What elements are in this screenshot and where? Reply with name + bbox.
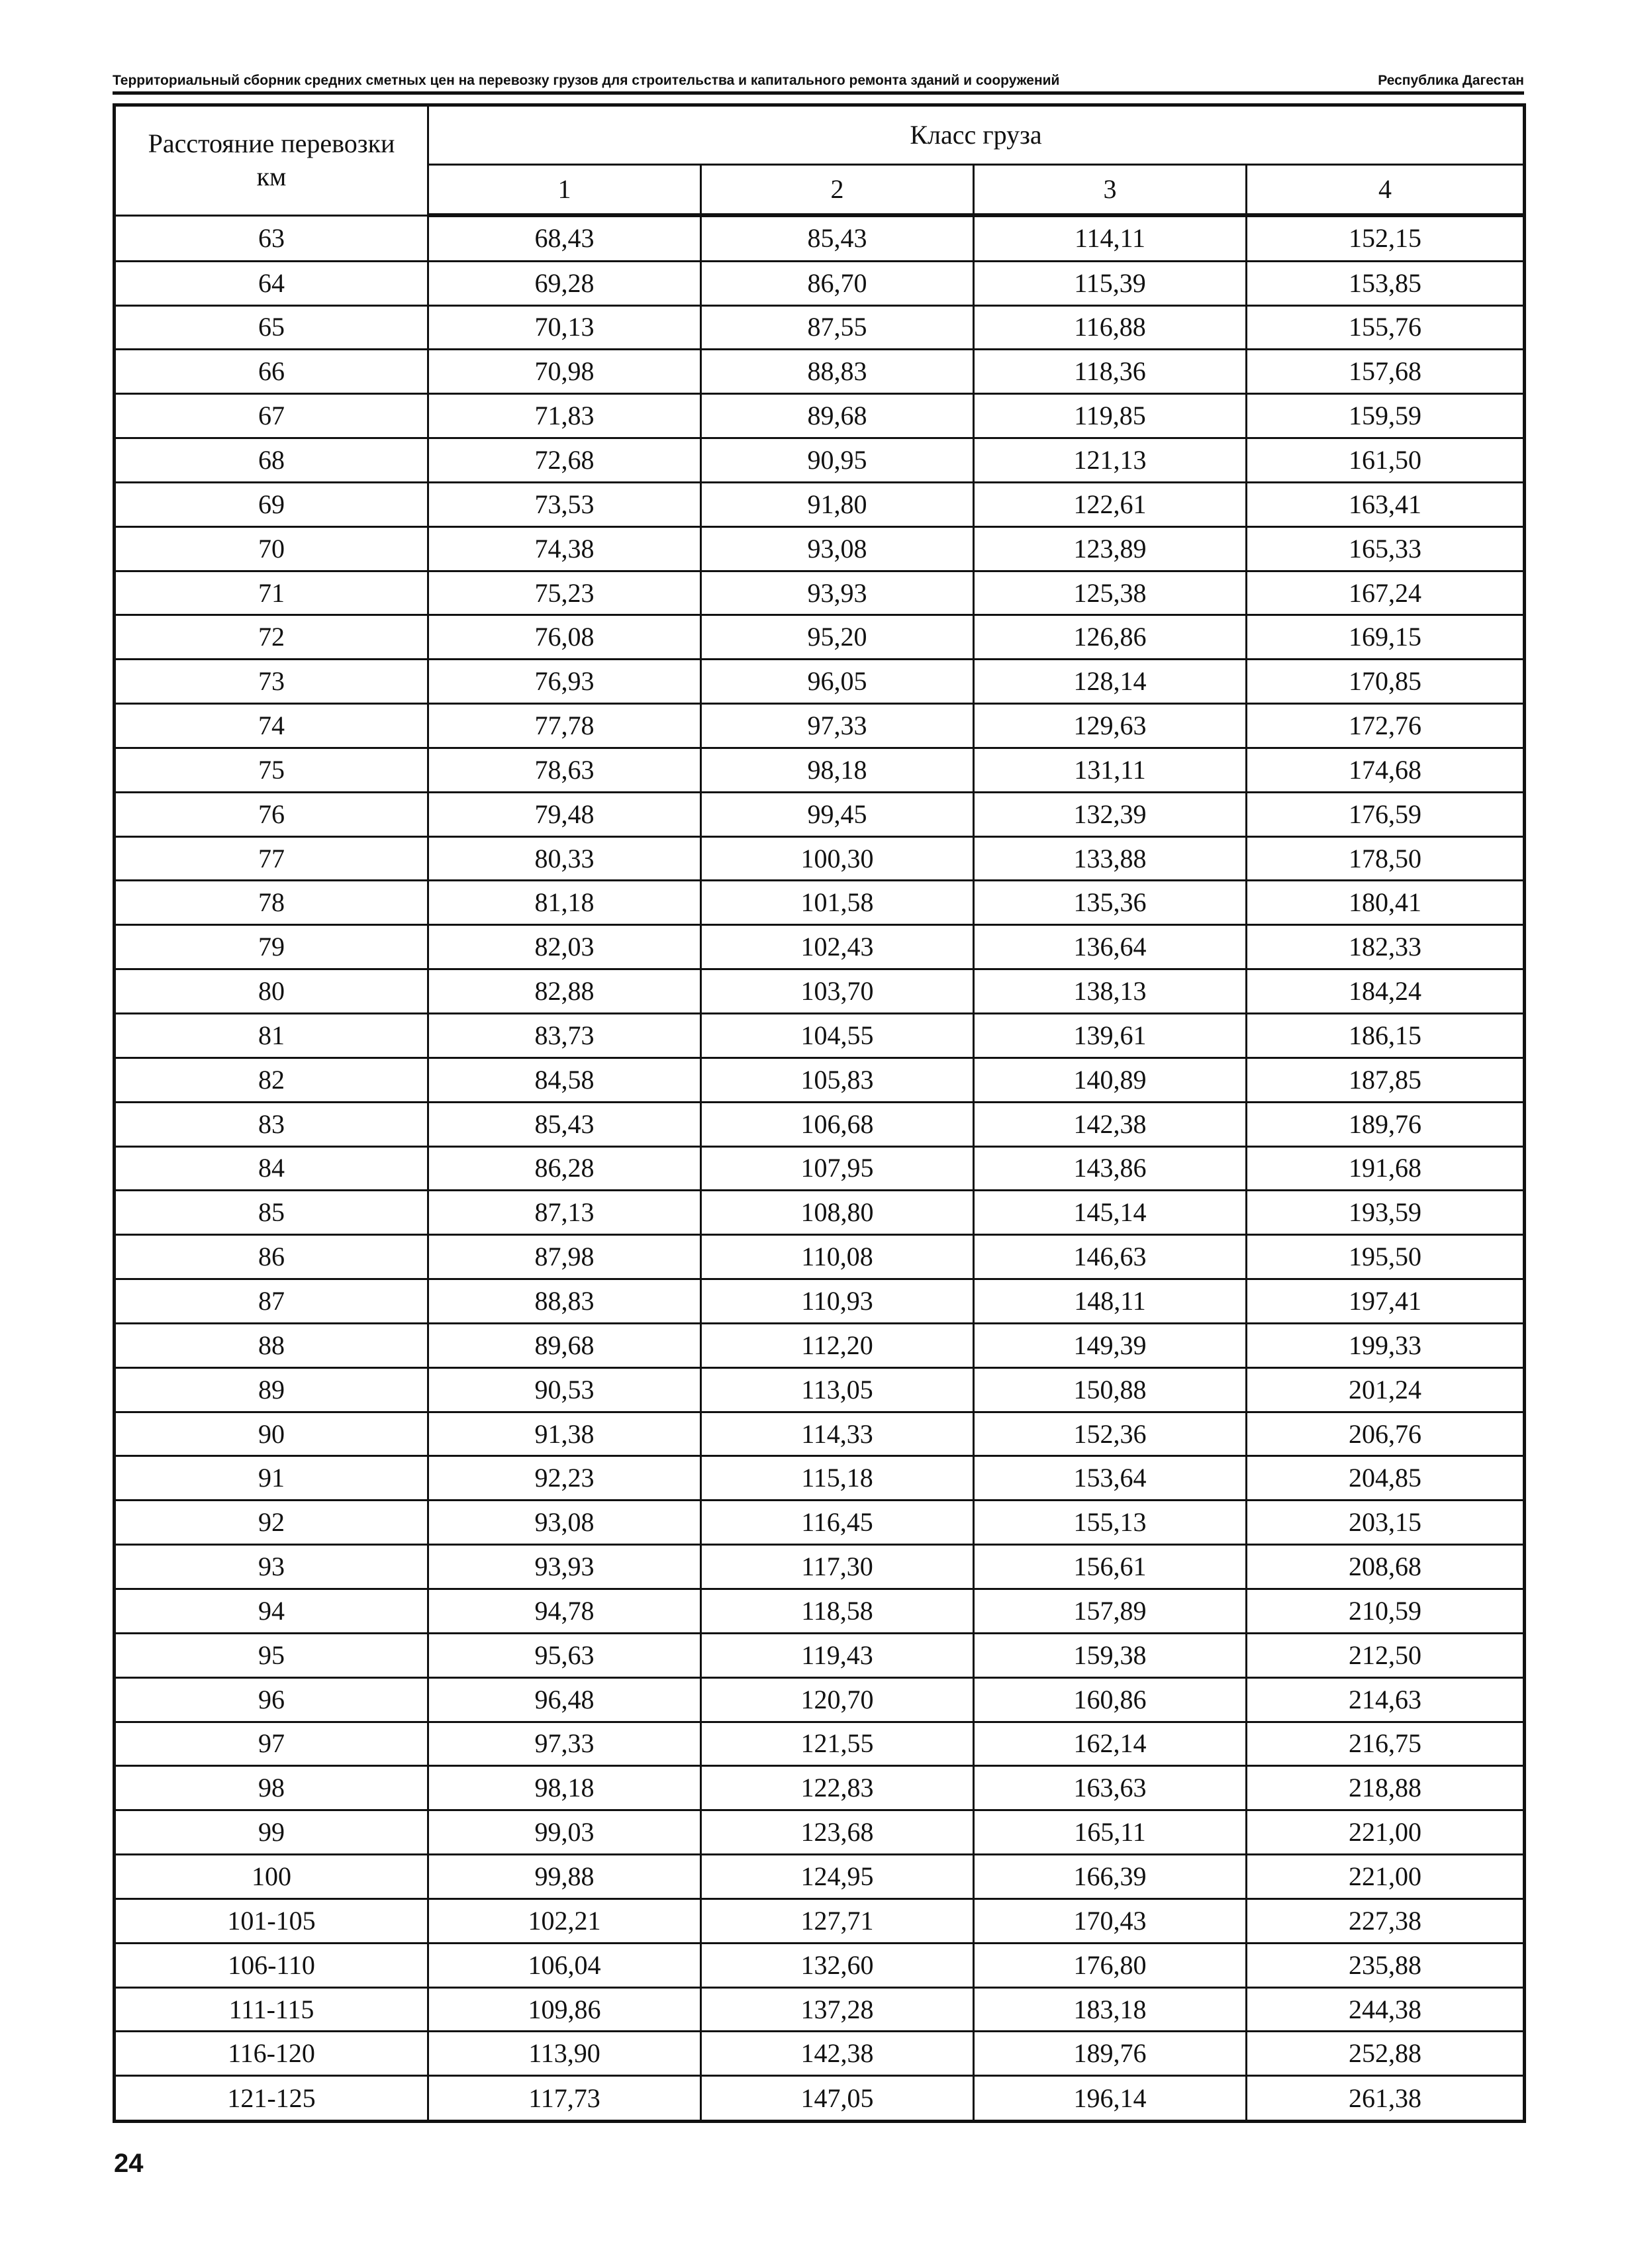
- rate-cell: 115,39: [974, 261, 1247, 305]
- rate-cell: 113,90: [428, 2032, 701, 2076]
- rate-cell: 261,38: [1247, 2076, 1525, 2122]
- table-row: [115, 261, 1525, 305]
- rate-cell: 191,68: [1247, 1146, 1525, 1191]
- class-column-header: 2: [701, 165, 974, 216]
- rate-cell: 142,38: [974, 1102, 1247, 1146]
- rate-cell: 227,38: [1247, 1898, 1525, 1943]
- rate-cell: 121,13: [974, 438, 1247, 483]
- rate-cell: 115,18: [701, 1456, 974, 1501]
- rate-cell: 70,13: [428, 305, 701, 350]
- distance-cell: 91: [115, 1456, 428, 1501]
- rate-cell: 124,95: [701, 1855, 974, 1899]
- rate-cell: 116,45: [701, 1501, 974, 1545]
- table-row: [115, 1323, 1525, 1367]
- distance-cell: 99: [115, 1810, 428, 1855]
- rate-cell: 142,38: [701, 2032, 974, 2076]
- rate-cell: 210,59: [1247, 1589, 1525, 1633]
- distance-cell: 95: [115, 1633, 428, 1677]
- distance-cell: 67: [115, 394, 428, 438]
- rate-cell: 135,36: [974, 881, 1247, 925]
- distance-cell: 98: [115, 1766, 428, 1810]
- rate-cell: 90,95: [701, 438, 974, 483]
- distance-cell: 90: [115, 1412, 428, 1456]
- table-row: [115, 660, 1525, 704]
- table-row: [115, 571, 1525, 615]
- table-row: [115, 1943, 1525, 1987]
- rate-cell: 97,33: [701, 704, 974, 748]
- distance-cell: 74: [115, 704, 428, 748]
- rate-cell: 87,98: [428, 1235, 701, 1279]
- rate-cell: 85,43: [428, 1102, 701, 1146]
- rate-cell: 163,63: [974, 1766, 1247, 1810]
- distance-cell: 96: [115, 1677, 428, 1722]
- distance-cell: 87: [115, 1279, 428, 1324]
- rate-cell: 99,45: [701, 792, 974, 836]
- rate-cell: 70,98: [428, 350, 701, 394]
- rate-cell: 76,08: [428, 615, 701, 660]
- rate-cell: 74,38: [428, 526, 701, 571]
- rate-cell: 85,43: [701, 215, 974, 261]
- distance-cell: 68: [115, 438, 428, 483]
- rate-cell: 204,85: [1247, 1456, 1525, 1501]
- distance-unit-label: км: [256, 162, 287, 192]
- rate-cell: 160,86: [974, 1677, 1247, 1722]
- rate-cell: 94,78: [428, 1589, 701, 1633]
- rate-cell: 212,50: [1247, 1633, 1525, 1677]
- distance-cell: 80: [115, 969, 428, 1014]
- rate-cell: 184,24: [1247, 969, 1525, 1014]
- distance-cell: 76: [115, 792, 428, 836]
- rate-cell: 96,48: [428, 1677, 701, 1722]
- class-column-header: 4: [1247, 165, 1525, 216]
- rate-cell: 89,68: [701, 394, 974, 438]
- page-number: 24: [114, 2149, 144, 2178]
- rate-cell: 147,05: [701, 2076, 974, 2122]
- distance-cell: 111-115: [115, 1987, 428, 2032]
- rate-cell: 152,36: [974, 1412, 1247, 1456]
- rate-cell: 125,38: [974, 571, 1247, 615]
- rate-cell: 76,93: [428, 660, 701, 704]
- rate-cell: 176,80: [974, 1943, 1247, 1987]
- distance-cell: 106-110: [115, 1943, 428, 1987]
- table-row: [115, 1855, 1525, 1899]
- rate-cell: 86,70: [701, 261, 974, 305]
- rate-cell: 98,18: [701, 748, 974, 792]
- distance-cell: 70: [115, 526, 428, 571]
- rate-cell: 132,60: [701, 1943, 974, 1987]
- rate-cell: 174,68: [1247, 748, 1525, 792]
- rate-cell: 182,33: [1247, 925, 1525, 969]
- rate-cell: 155,13: [974, 1501, 1247, 1545]
- distance-cell: 85: [115, 1191, 428, 1235]
- rate-cell: 78,63: [428, 748, 701, 792]
- distance-cell: 64: [115, 261, 428, 305]
- distance-cell: 92: [115, 1501, 428, 1545]
- distance-cell: 66: [115, 350, 428, 394]
- distance-column-header: [115, 105, 428, 216]
- rate-cell: 107,95: [701, 1146, 974, 1191]
- rate-cell: 187,85: [1247, 1058, 1525, 1102]
- rate-cell: 89,68: [428, 1323, 701, 1367]
- rate-cell: 73,53: [428, 482, 701, 526]
- header-rule: [113, 91, 1524, 95]
- distance-cell: 84: [115, 1146, 428, 1191]
- rate-cell: 193,59: [1247, 1191, 1525, 1235]
- rate-cell: 197,41: [1247, 1279, 1525, 1324]
- rate-cell: 82,88: [428, 969, 701, 1014]
- table-row: [115, 1146, 1525, 1191]
- rate-cell: 145,14: [974, 1191, 1247, 1235]
- rate-cell: 114,33: [701, 1412, 974, 1456]
- rate-cell: 148,11: [974, 1279, 1247, 1324]
- rate-cell: 153,85: [1247, 261, 1525, 305]
- rate-cell: 221,00: [1247, 1810, 1525, 1855]
- table-row: [115, 394, 1525, 438]
- rate-cell: 122,83: [701, 1766, 974, 1810]
- rate-cell: 93,08: [701, 526, 974, 571]
- distance-cell: 71: [115, 571, 428, 615]
- rate-cell: 172,76: [1247, 704, 1525, 748]
- rate-cell: 103,70: [701, 969, 974, 1014]
- rate-cell: 221,00: [1247, 1855, 1525, 1899]
- rate-cell: 167,24: [1247, 571, 1525, 615]
- rate-cell: 69,28: [428, 261, 701, 305]
- rate-cell: 169,15: [1247, 615, 1525, 660]
- rate-cell: 109,86: [428, 1987, 701, 2032]
- rate-cell: 88,83: [701, 350, 974, 394]
- table-row: [115, 748, 1525, 792]
- distance-cell: 93: [115, 1545, 428, 1589]
- rate-cell: 84,58: [428, 1058, 701, 1102]
- table-row: [115, 1987, 1525, 2032]
- table-row: [115, 792, 1525, 836]
- table-row: [115, 1633, 1525, 1677]
- rate-cell: 162,14: [974, 1722, 1247, 1766]
- rate-cell: 81,18: [428, 881, 701, 925]
- distance-header-label: Расстояние перевозки: [148, 128, 395, 159]
- rate-cell: 99,88: [428, 1855, 701, 1899]
- rate-cell: 170,85: [1247, 660, 1525, 704]
- rate-cell: 117,30: [701, 1545, 974, 1589]
- rate-cell: 108,80: [701, 1191, 974, 1235]
- rate-cell: 186,15: [1247, 1014, 1525, 1058]
- rate-cell: 87,13: [428, 1191, 701, 1235]
- rate-cell: 244,38: [1247, 1987, 1525, 2032]
- rate-cell: 113,05: [701, 1367, 974, 1412]
- table-row: [115, 350, 1525, 394]
- rate-cell: 93,08: [428, 1501, 701, 1545]
- rate-cell: 72,68: [428, 438, 701, 483]
- table-row: [115, 1058, 1525, 1102]
- distance-cell: 78: [115, 881, 428, 925]
- rate-cell: 132,39: [974, 792, 1247, 836]
- rate-cell: 199,33: [1247, 1323, 1525, 1367]
- rate-cell: 195,50: [1247, 1235, 1525, 1279]
- distance-cell: 77: [115, 836, 428, 881]
- freight-rate-table: [113, 103, 1526, 2123]
- distance-cell: 79: [115, 925, 428, 969]
- rate-cell: 140,89: [974, 1058, 1247, 1102]
- rate-cell: 159,38: [974, 1633, 1247, 1677]
- table-row: [115, 1722, 1525, 1766]
- rate-cell: 149,39: [974, 1323, 1247, 1367]
- table-row: [115, 1279, 1525, 1324]
- rate-cell: 157,89: [974, 1589, 1247, 1633]
- distance-cell: 100: [115, 1855, 428, 1899]
- rate-cell: 123,89: [974, 526, 1247, 571]
- rate-cell: 117,73: [428, 2076, 701, 2122]
- table-row: [115, 704, 1525, 748]
- table-row: [115, 881, 1525, 925]
- rate-cell: 137,28: [701, 1987, 974, 2032]
- rate-cell: 146,63: [974, 1235, 1247, 1279]
- rate-cell: 189,76: [974, 2032, 1247, 2076]
- distance-cell: 116-120: [115, 2032, 428, 2076]
- rate-cell: 75,23: [428, 571, 701, 615]
- rate-cell: 157,68: [1247, 350, 1525, 394]
- table-row: [115, 1898, 1525, 1943]
- rate-cell: 99,03: [428, 1810, 701, 1855]
- rate-cell: 189,76: [1247, 1102, 1525, 1146]
- distance-cell: 86: [115, 1235, 428, 1279]
- rate-cell: 178,50: [1247, 836, 1525, 881]
- rate-cell: 122,61: [974, 482, 1247, 526]
- distance-cell: 73: [115, 660, 428, 704]
- rate-cell: 216,75: [1247, 1722, 1525, 1766]
- table-row: [115, 2076, 1525, 2122]
- distance-cell: 65: [115, 305, 428, 350]
- rate-cell: 91,80: [701, 482, 974, 526]
- rate-cell: 165,11: [974, 1810, 1247, 1855]
- rate-cell: 165,33: [1247, 526, 1525, 571]
- document-title: Территориальный сборник средних сметных цен на перевозку грузов для строительства и капитального ремонта зданий и сооружений: [113, 73, 1060, 88]
- rate-cell: 80,33: [428, 836, 701, 881]
- distance-cell: 72: [115, 615, 428, 660]
- rate-cell: 203,15: [1247, 1501, 1525, 1545]
- table-row: [115, 2032, 1525, 2076]
- rate-cell: 156,61: [974, 1545, 1247, 1589]
- rate-cell: 96,05: [701, 660, 974, 704]
- rate-cell: 95,20: [701, 615, 974, 660]
- rate-cell: 176,59: [1247, 792, 1525, 836]
- rate-cell: 100,30: [701, 836, 974, 881]
- rate-cell: 201,24: [1247, 1367, 1525, 1412]
- class-column-header: 3: [974, 165, 1247, 216]
- table-row: [115, 1501, 1525, 1545]
- rate-cell: 252,88: [1247, 2032, 1525, 2076]
- table-row: [115, 1014, 1525, 1058]
- rate-cell: 121,55: [701, 1722, 974, 1766]
- rate-cell: 119,43: [701, 1633, 974, 1677]
- rate-cell: 112,20: [701, 1323, 974, 1367]
- rate-cell: 104,55: [701, 1014, 974, 1058]
- rate-cell: 127,71: [701, 1898, 974, 1943]
- rate-cell: 79,48: [428, 792, 701, 836]
- rate-cell: 116,88: [974, 305, 1247, 350]
- distance-cell: 69: [115, 482, 428, 526]
- distance-cell: 81: [115, 1014, 428, 1058]
- rate-cell: 235,88: [1247, 1943, 1525, 1987]
- rate-cell: 98,18: [428, 1766, 701, 1810]
- rate-cell: 106,68: [701, 1102, 974, 1146]
- rate-cell: 126,86: [974, 615, 1247, 660]
- rate-cell: 118,58: [701, 1589, 974, 1633]
- table-row: [115, 1456, 1525, 1501]
- rate-cell: 110,08: [701, 1235, 974, 1279]
- rate-cell: 101,58: [701, 881, 974, 925]
- rate-cell: 131,11: [974, 748, 1247, 792]
- table-row: [115, 1810, 1525, 1855]
- rate-cell: 119,85: [974, 394, 1247, 438]
- rate-cell: 120,70: [701, 1677, 974, 1722]
- cargo-class-header: Класс груза: [428, 105, 1525, 165]
- table-row: [115, 305, 1525, 350]
- region-name: Республика Дагестан: [1378, 73, 1524, 88]
- rate-cell: 92,23: [428, 1456, 701, 1501]
- rate-cell: 82,03: [428, 925, 701, 969]
- table-row: [115, 1191, 1525, 1235]
- table-row: [115, 1589, 1525, 1633]
- table-row: [115, 925, 1525, 969]
- table-row: [115, 1102, 1525, 1146]
- distance-cell: 97: [115, 1722, 428, 1766]
- distance-cell: 83: [115, 1102, 428, 1146]
- rate-cell: 105,83: [701, 1058, 974, 1102]
- rate-cell: 71,83: [428, 394, 701, 438]
- rate-cell: 118,36: [974, 350, 1247, 394]
- rate-cell: 138,13: [974, 969, 1247, 1014]
- table-row: [115, 615, 1525, 660]
- distance-cell: 82: [115, 1058, 428, 1102]
- rate-cell: 123,68: [701, 1810, 974, 1855]
- rate-cell: 155,76: [1247, 305, 1525, 350]
- table-row: [115, 969, 1525, 1014]
- rate-cell: 136,64: [974, 925, 1247, 969]
- table-row: [115, 1545, 1525, 1589]
- rate-cell: 93,93: [428, 1545, 701, 1589]
- table-row: [115, 1677, 1525, 1722]
- rate-cell: 139,61: [974, 1014, 1247, 1058]
- rate-cell: 218,88: [1247, 1766, 1525, 1810]
- rate-cell: 128,14: [974, 660, 1247, 704]
- distance-cell: 121-125: [115, 2076, 428, 2122]
- running-header: [113, 58, 1524, 89]
- rate-cell: 163,41: [1247, 482, 1525, 526]
- table-row: [115, 1766, 1525, 1810]
- rate-cell: 88,83: [428, 1279, 701, 1324]
- rate-cell: 161,50: [1247, 438, 1525, 483]
- rate-cell: 183,18: [974, 1987, 1247, 2032]
- rate-cell: 106,04: [428, 1943, 701, 1987]
- rate-cell: 214,63: [1247, 1677, 1525, 1722]
- distance-cell: 89: [115, 1367, 428, 1412]
- table-row: [115, 482, 1525, 526]
- rate-cell: 102,43: [701, 925, 974, 969]
- rate-cell: 152,15: [1247, 215, 1525, 261]
- rate-cell: 129,63: [974, 704, 1247, 748]
- rate-cell: 153,64: [974, 1456, 1247, 1501]
- distance-cell: 94: [115, 1589, 428, 1633]
- rate-cell: 196,14: [974, 2076, 1247, 2122]
- rate-cell: 110,93: [701, 1279, 974, 1324]
- rate-cell: 102,21: [428, 1898, 701, 1943]
- rate-cell: 166,39: [974, 1855, 1247, 1899]
- table-row: [115, 836, 1525, 881]
- rate-cell: 77,78: [428, 704, 701, 748]
- rate-cell: 91,38: [428, 1412, 701, 1456]
- rate-cell: 150,88: [974, 1367, 1247, 1412]
- distance-cell: 63: [115, 215, 428, 261]
- rate-cell: 86,28: [428, 1146, 701, 1191]
- rate-cell: 208,68: [1247, 1545, 1525, 1589]
- rate-cell: 143,86: [974, 1146, 1247, 1191]
- rate-cell: 170,43: [974, 1898, 1247, 1943]
- rate-cell: 159,59: [1247, 394, 1525, 438]
- rate-cell: 180,41: [1247, 881, 1525, 925]
- rate-cell: 68,43: [428, 215, 701, 261]
- rate-cell: 87,55: [701, 305, 974, 350]
- distance-cell: 88: [115, 1323, 428, 1367]
- distance-cell: 75: [115, 748, 428, 792]
- table-row: [115, 1235, 1525, 1279]
- table-row: [115, 1412, 1525, 1456]
- table-row: [115, 438, 1525, 483]
- distance-cell: 101-105: [115, 1898, 428, 1943]
- rate-cell: 206,76: [1247, 1412, 1525, 1456]
- rate-cell: 83,73: [428, 1014, 701, 1058]
- rate-cell: 97,33: [428, 1722, 701, 1766]
- rate-cell: 133,88: [974, 836, 1247, 881]
- rate-cell: 93,93: [701, 571, 974, 615]
- table-row: [115, 215, 1525, 261]
- rate-cell: 95,63: [428, 1633, 701, 1677]
- rate-table-body: [115, 215, 1525, 2122]
- class-column-header: 1: [428, 165, 701, 216]
- rate-cell: 114,11: [974, 215, 1247, 261]
- table-row: [115, 1367, 1525, 1412]
- rate-cell: 90,53: [428, 1367, 701, 1412]
- table-row: [115, 526, 1525, 571]
